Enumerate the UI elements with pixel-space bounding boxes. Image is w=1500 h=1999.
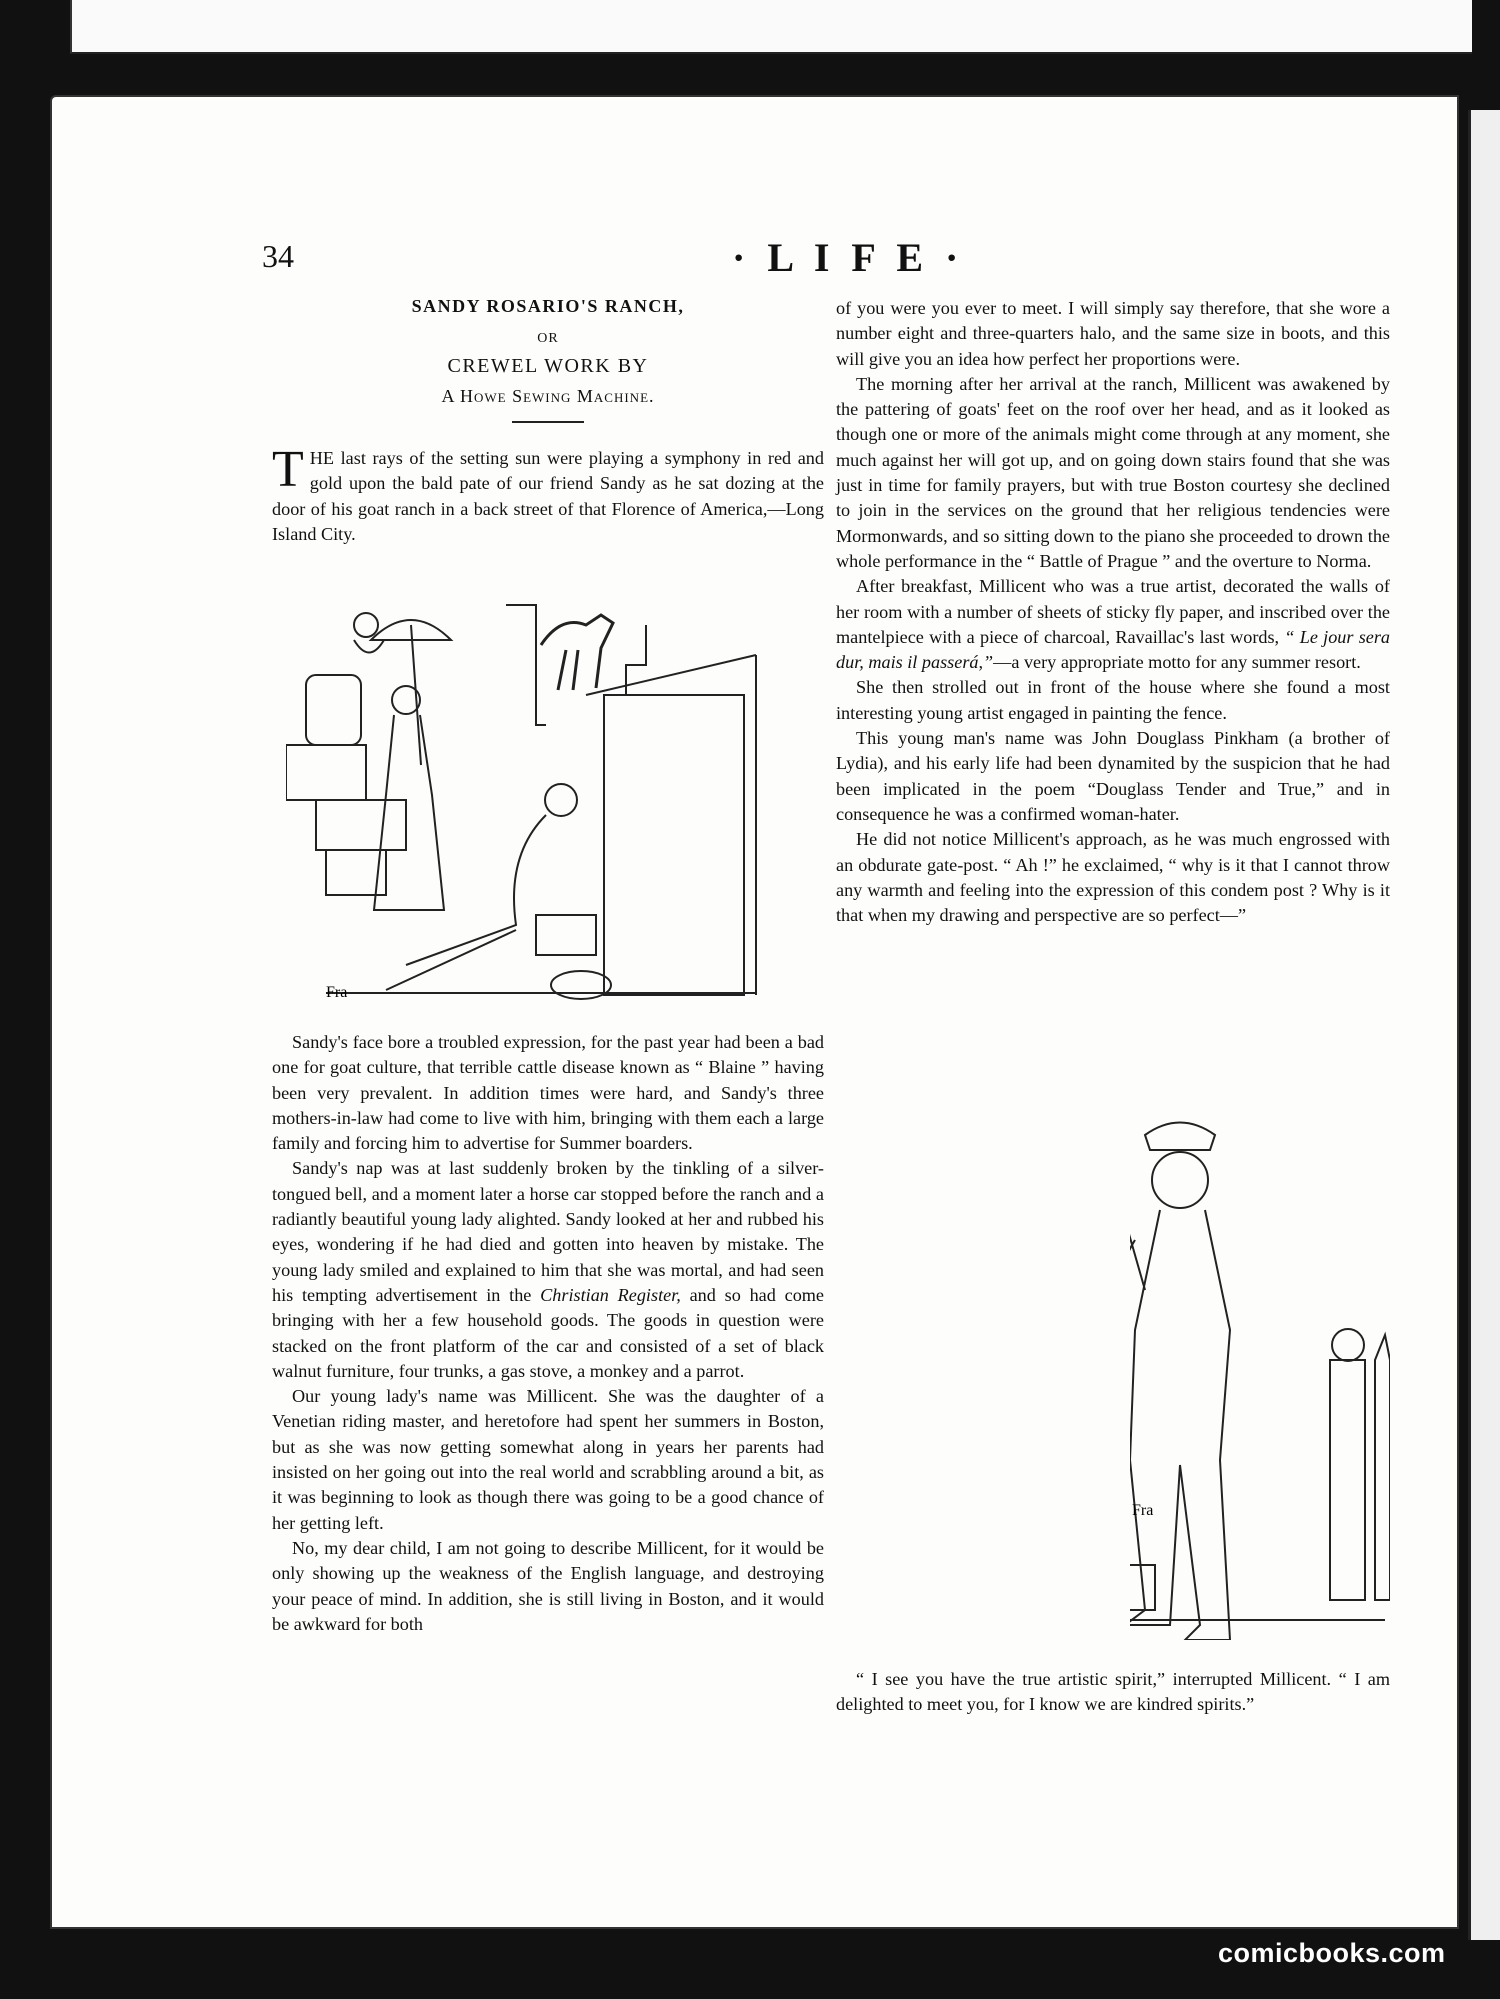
- story-subtitle: CREWEL WORK BY: [447, 355, 649, 377]
- paragraph: of you were you ever to meet. I will simply say therefore, that she wore a number eight and three-quarters halo, and the same size in boots, and this will give you an idea how perfect her proportions were.: [836, 298, 1390, 369]
- artist-illustration: [1130, 1120, 1390, 1640]
- paragraph: After breakfast, Millicent who was a true artist, decorated the walls of her room with a number of sheets of sticky fly paper, and inscribed over the mantelpiece with a piece of charcoal, Ravaillac's last words, “ Le jour sera dur, mais il passerá,”—a very appropriate motto for any summer resort.: [836, 576, 1391, 673]
- paragraph: She then strolled out in front of the house where she found a most interesting young artist engaged in painting the fence.: [836, 677, 1390, 723]
- french-quote: “ Le jour sera dur, mais il passerá,”: [836, 626, 1391, 673]
- next-page-edge: [1468, 110, 1500, 1940]
- story-title-block: [272, 296, 824, 423]
- christian-register: Christian Register,: [540, 1284, 681, 1305]
- column-2-text: [836, 296, 1390, 928]
- illustration-signature-1: Fra: [326, 984, 348, 1001]
- column-2-ending: [836, 1667, 1390, 1718]
- page-number: 34: [262, 238, 294, 274]
- drop-cap: T: [272, 441, 304, 498]
- paragraph: This young man's name was John Douglass Pinkham (a brother of Lydia), and his early life had been dynamited by the suspicion that he had been implicated in the poem “Douglass Tender and True,” and in consequence he was a confirmed woman-hater.: [836, 728, 1390, 824]
- column-1-text: [272, 1030, 824, 1637]
- story-subtitle-2: A Howe Sewing Machine.: [441, 386, 655, 406]
- title-rule: [512, 421, 584, 423]
- story-or: OR: [537, 331, 559, 346]
- paragraph: Sandy's face bore a troubled expression, for the past year had been a bad one for goat culture, that terrible cattle disease known as “ Blaine ” having been very prevalent. In addition times were hard, and Sandy's three mothers-in-law had come to live with him, bringing with them each a large family and forcing him to advertise for Summer boarders.: [272, 1032, 824, 1154]
- paragraph: Our young lady's name was Millicent. She was the daughter of a Venetian riding master, and heretofore had spent her summers in Boston, but as she was now getting somewhat along in years her parents had insisted on her going out into the real world and scrabbling around a bit, as it was beginning to look as though there was going to be a good chance of her getting left.: [272, 1386, 824, 1533]
- previous-page-edge: [70, 0, 1472, 54]
- site-watermark: comicbooks.com: [1218, 1938, 1446, 1968]
- paragraph: Sandy's nap was at last suddenly broken by the tinkling of a silver-tongued bell, and a moment later a horse car stopped before the ranch and a radiantly beautiful young lady alighted. Sandy looked at her and rubbed his eyes, wondering if he had died and gotten into heaven by mistake. The young lady smiled and explained to him that she was mortal, and had seen his tempting advertisement in the Christian Register, and so had come bringing with her a few household goods. The goods in question were stacked on the front platform of the car and consisted of a set of black walnut furniture, four trunks, a gas stove, a monkey and a parrot.: [272, 1158, 825, 1381]
- story-title: SANDY ROSARIO'S RANCH,: [411, 296, 685, 316]
- paragraph: The morning after her arrival at the ranch, Millicent was awakened by the pattering of goats' feet on the roof over her head, and as it looked as though one or more of the animals might come through at any moment, she much against her will got up, and on going down stairs found that she was just in time for family prayers, but with true Boston courtesy she declined to join in the services on the ground that her religious tendencies were Mormonwards, and so sitting down to the piano she proceeded to drown the whole performance in the “ Battle of Prague ” and the overture to Norma.: [836, 373, 1390, 571]
- illustration-signature-2: Fra: [1132, 1502, 1154, 1519]
- intro-text: HE last rays of the setting sun were playing a symphony in red and gold upon the bald pate of our friend Sandy as he sat dozing at the door of his goat ranch in a back street of that Florence of America,—Long Island City.: [272, 448, 824, 544]
- intro-paragraph: [272, 441, 824, 547]
- sandy-ranch-illustration: [286, 585, 806, 1005]
- paragraph: No, my dear child, I am not going to describe Millicent, for it would be only showing up the weakness of the English language, and destroying your peace of mind. In addition, she is still living in Boston, and it would be awkward for both: [272, 1537, 824, 1634]
- paragraph: “ I see you have the true artistic spirit,” interrupted Millicent. “ I am delighted to meet you, for I know we are kindred spirits.”: [836, 1669, 1390, 1715]
- paragraph: He did not notice Millicent's approach, as he was much engrossed with an obdurate gate-post. “ Ah !” he exclaimed, “ why is it that I cannot throw any warmth and feeling into the expression of this condem post ? Why is it that when my drawing and perspective are so perfect—”: [836, 829, 1390, 926]
- magazine-title: · L I F E ·: [732, 235, 965, 280]
- page-header: [262, 235, 1392, 280]
